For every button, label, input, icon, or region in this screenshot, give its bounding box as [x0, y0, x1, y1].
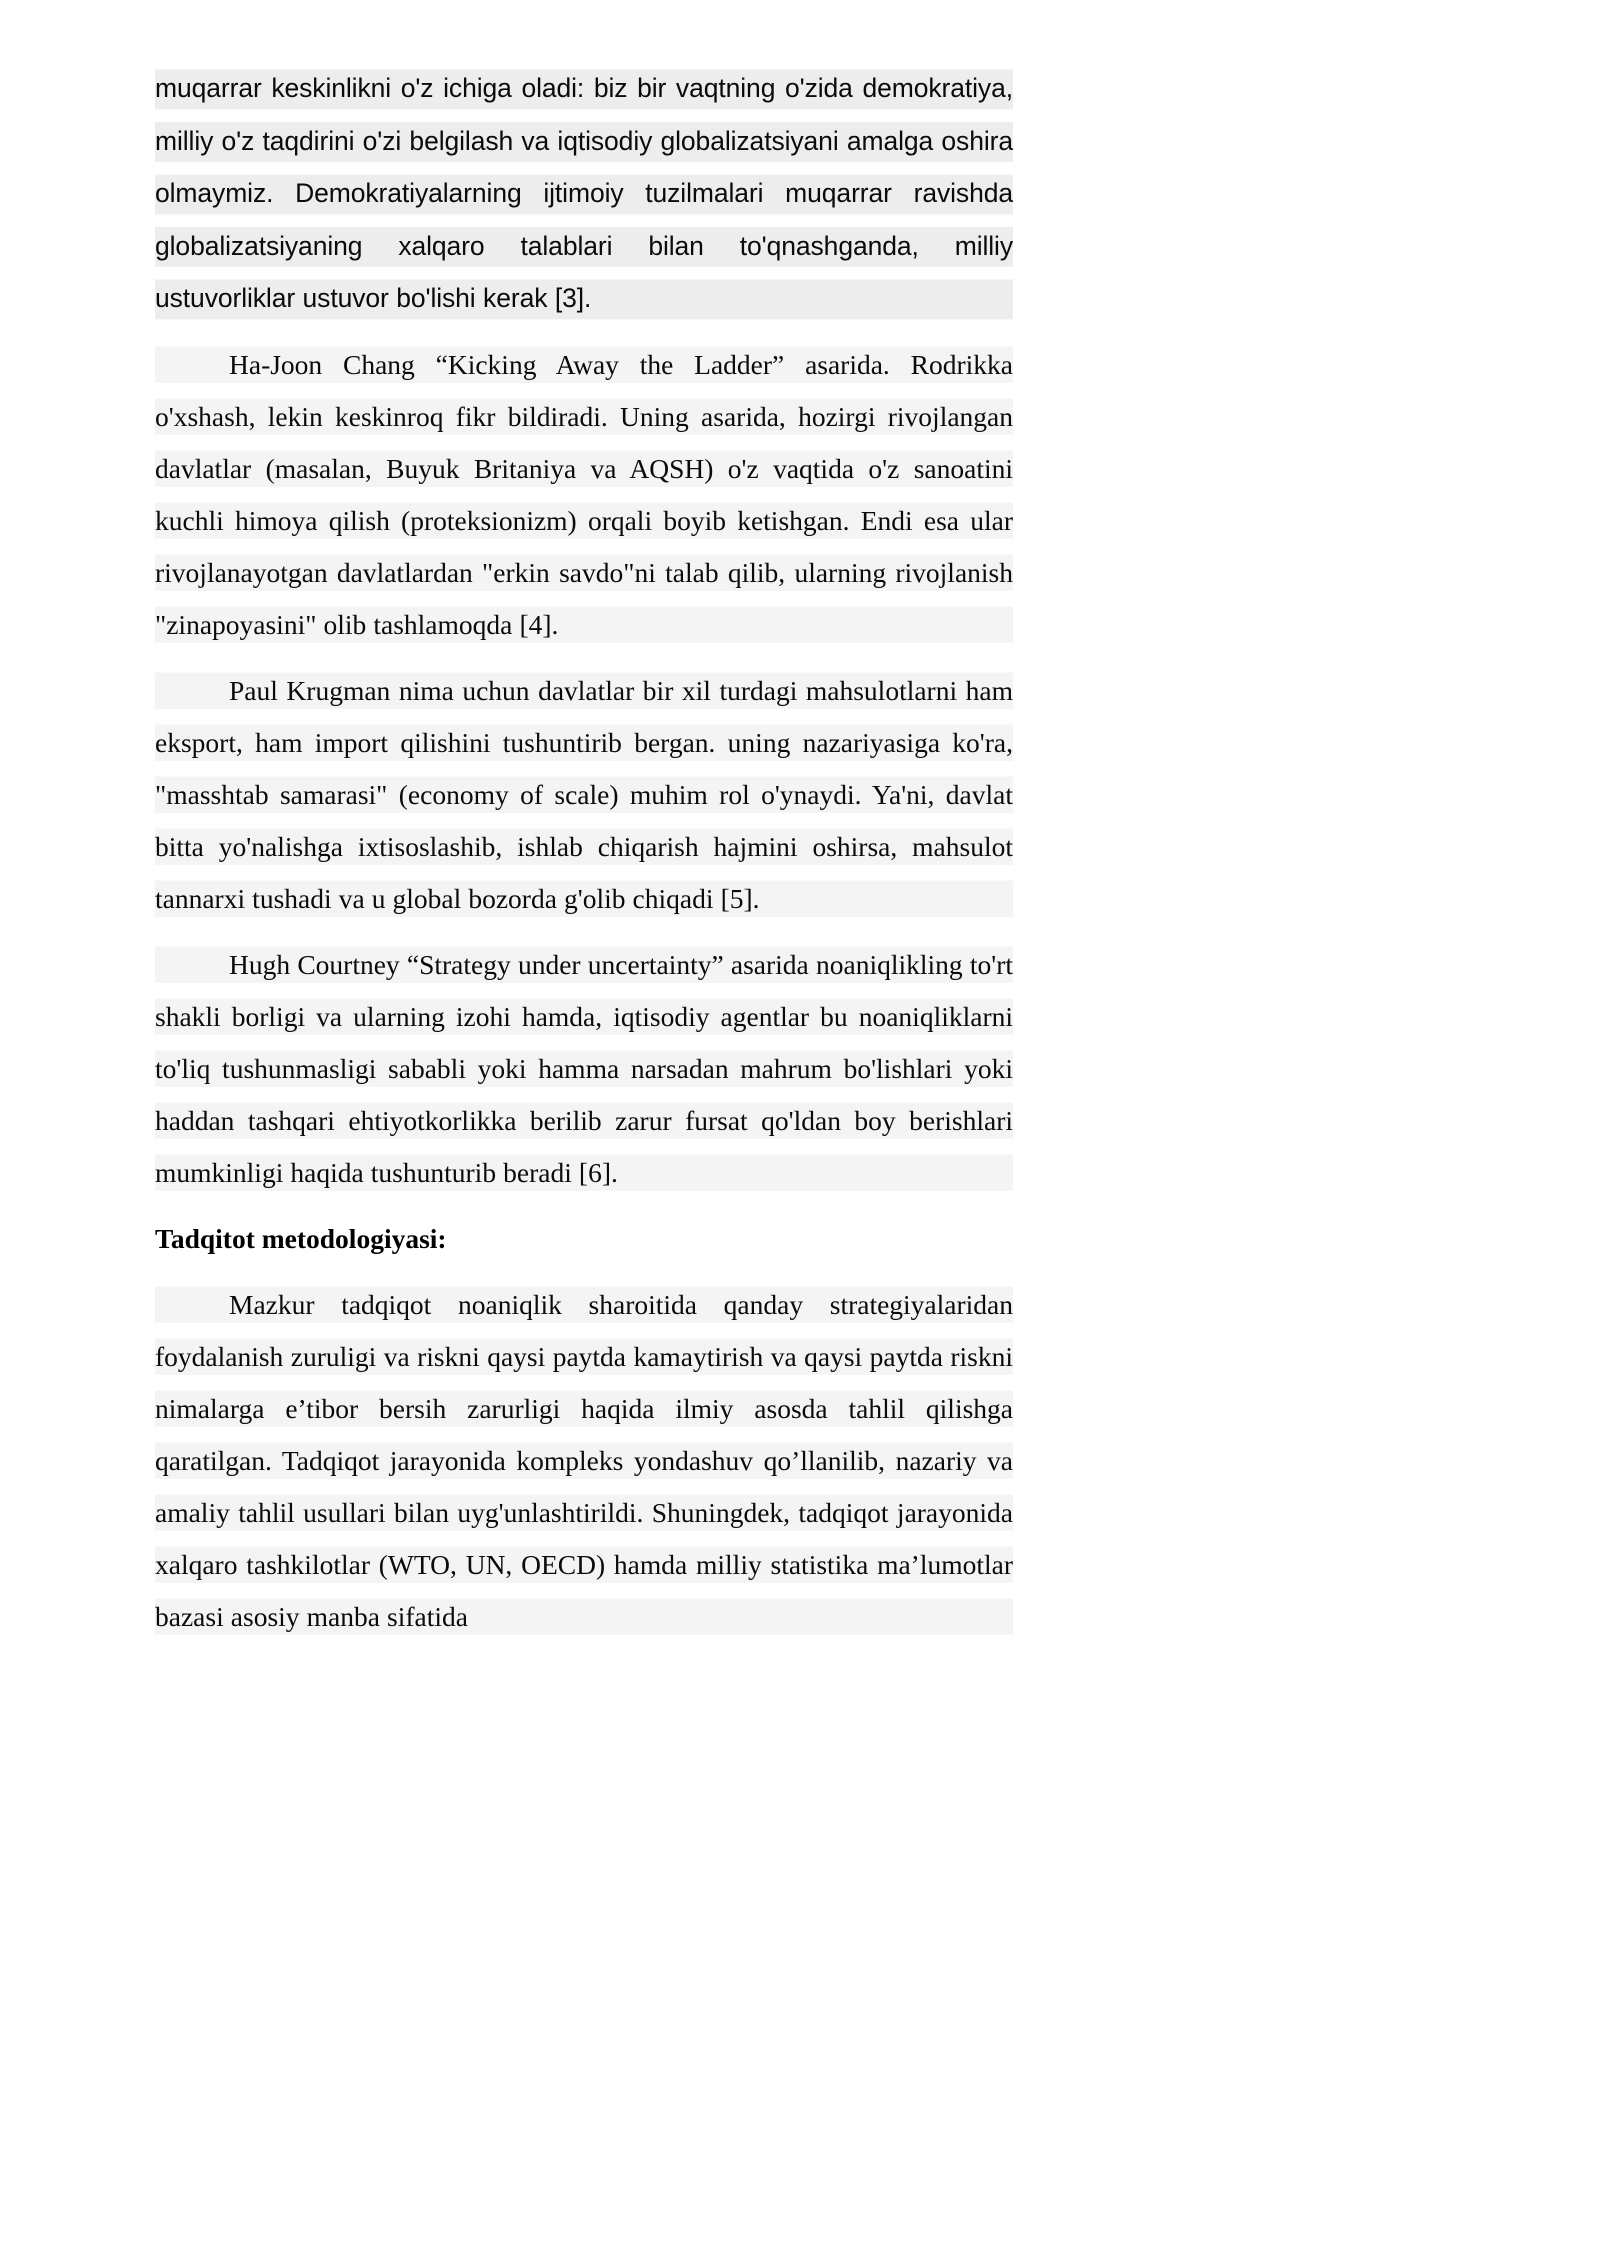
- spacer: [155, 651, 1013, 665]
- paragraph-continuation: muqarrar keskinlikni o'z ichiga oladi: biz bir vaqtning o'zida demokratiya, milliy o'z taqdirini o'zi belgilash va iqtisodiy globalizatsiyani amalga oshira olmaymiz. Demokratiyalarning ijtimoiy tuzilmalari muqarrar ravishda globalizatsiyaning xalqaro talablari bilan to'qnashganda, milliy ustuvorliklar ustuvor bo'lishi kerak [3].: [155, 62, 1013, 325]
- paragraph-hugh-courtney: Hugh Courtney “Strategy under uncertainty” asarida noaniqlikling to'rt shakli borligi va ularning izohi hamda, iqtisodiy agentlar bu noaniqliklarni to'liq tushunmasligi sababli yoki hamma narsadan mahrum bo'lishlari yoki haddan tashqari ehtiyotkorlikka berilib zarur fursat qo'ldan boy berishlari mumkinligi haqida tushunturib beradi [6].: [155, 939, 1013, 1199]
- paragraph-ha-joon-chang: Ha-Joon Chang “Kicking Away the Ladder” asarida. Rodrikka o'xshash, lekin keskinroq fikr bildiradi. Uning asarida, hozirgi rivojlangan davlatlar (masalan, Buyuk Britaniya va AQSH) o'z vaqtida o'z sanoatini kuchli himoya qilish (proteksionizm) orqali boyib ketishgan. Endi esa ular rivojlanayotgan davlatlardan "erkin savdo"ni talab qilib, ularning rivojlanish "zinapoyasini" olib tashlamoqda [4].: [155, 339, 1013, 651]
- document-body: [155, 62, 1013, 1643]
- spacer: [155, 925, 1013, 939]
- heading-tadqitot-metodologiyasi: Tadqitot metodologiyasi:: [155, 1222, 447, 1254]
- spacer: [155, 1265, 1013, 1279]
- paragraph-methodology: Mazkur tadqiqot noaniqlik sharoitida qanday strategiyalaridan foydalanish zuruligi va riskni qaysi paytda kamaytirish va qaysi paytda riskni nimalarga e’tibor bersih zarurligi haqida ilmiy asosda tahlil qilishga qaratilgan. Tadqiqot jarayonida kompleks yondashuv qo’llanilib, nazariy va amaliy tahlil usullari bilan uyg'unlashtirildi. Shuningdek, tadqiqot jarayonida xalqaro tashkilotlar (WTO, UN, OECD) hamda milliy statistika ma’lumotlar bazasi asosiy manba sifatida: [155, 1279, 1013, 1643]
- spacer: [155, 1199, 1013, 1213]
- paragraph-paul-krugman: Paul Krugman nima uchun davlatlar bir xil turdagi mahsulotlarni ham eksport, ham import qilishini tushuntirib bergan. uning nazariyasiga ko'ra, "masshtab samarasi" (economy of scale) muhim rol o'ynaydi. Ya'ni, davlat bitta yo'nalishga ixtisoslashib, ishlab chiqarish hajmini oshirsa, mahsulot tannarxi tushadi va u global bozorda g'olib chiqadi [5].: [155, 665, 1013, 925]
- spacer: [155, 325, 1013, 339]
